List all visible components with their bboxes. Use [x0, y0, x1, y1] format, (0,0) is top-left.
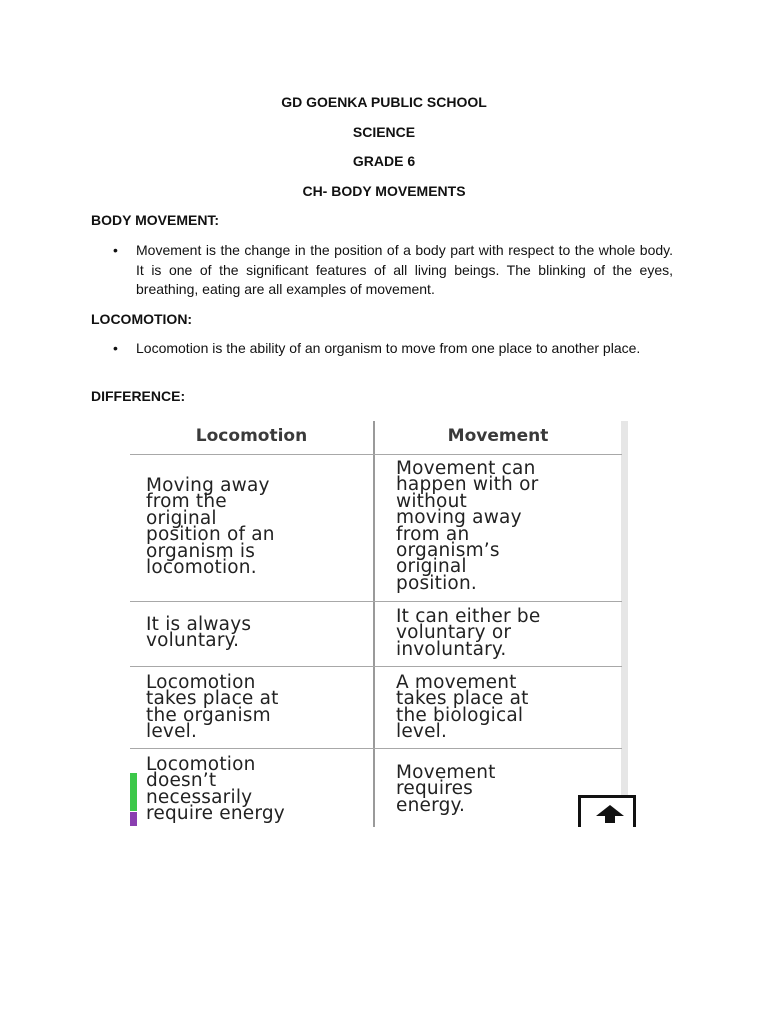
column-header-movement: Movement: [447, 426, 549, 446]
locomotion-bullet: [113, 339, 673, 359]
row-divider: [130, 454, 622, 455]
bullet-icon: •: [113, 242, 118, 258]
grade-title: GRADE 6: [352, 153, 416, 169]
row-divider: [130, 748, 622, 749]
subject-title: SCIENCE: [352, 124, 416, 140]
table-cell: Movement can happen with or without moving away from an organism’s original position.: [396, 458, 539, 594]
purple-marker: [130, 812, 137, 826]
school-name: GD GOENKA PUBLIC SCHOOL: [281, 94, 487, 110]
body-movement-heading: BODY MOVEMENT:: [91, 212, 220, 228]
table-cell: It is always voluntary.: [146, 614, 252, 652]
scroll-top-button[interactable]: [578, 795, 636, 827]
column-divider: [373, 421, 375, 827]
table-cell: Locomotion takes place at the organism level.: [146, 672, 279, 743]
table-edge-shadow: [621, 421, 628, 827]
table-cell: Moving away from the original position of an organism is locomotion.: [146, 475, 275, 579]
table-cell: Locomotion doesn’t necessarily require energy: [146, 754, 285, 825]
green-marker: [130, 773, 137, 811]
difference-table: [130, 421, 628, 827]
arrow-up-icon: [596, 805, 624, 823]
row-divider: [130, 666, 622, 667]
locomotion-text: Locomotion is the ability of an organism to move from one place to another place.: [136, 340, 641, 356]
body-movement-bullet: [113, 241, 673, 300]
column-header-locomotion: Locomotion: [195, 426, 308, 446]
chapter-title: CH- BODY MOVEMENTS: [302, 183, 466, 199]
table-cell: A movement takes place at the biological level.: [396, 672, 529, 743]
body-movement-text: Movement is the change in the position of a body part with respect to the whole body. It is one of the significant features of all living beings. The blinking of the eyes, breathing, eating are all examples of movement.: [136, 242, 673, 297]
row-divider: [130, 601, 622, 602]
table-cell: Movement requires energy.: [396, 762, 496, 816]
bullet-icon: •: [113, 340, 118, 356]
table-cell: It can either be voluntary or involuntary.: [396, 606, 541, 660]
locomotion-heading: LOCOMOTION:: [91, 311, 193, 327]
difference-heading: DIFFERENCE:: [91, 388, 186, 404]
